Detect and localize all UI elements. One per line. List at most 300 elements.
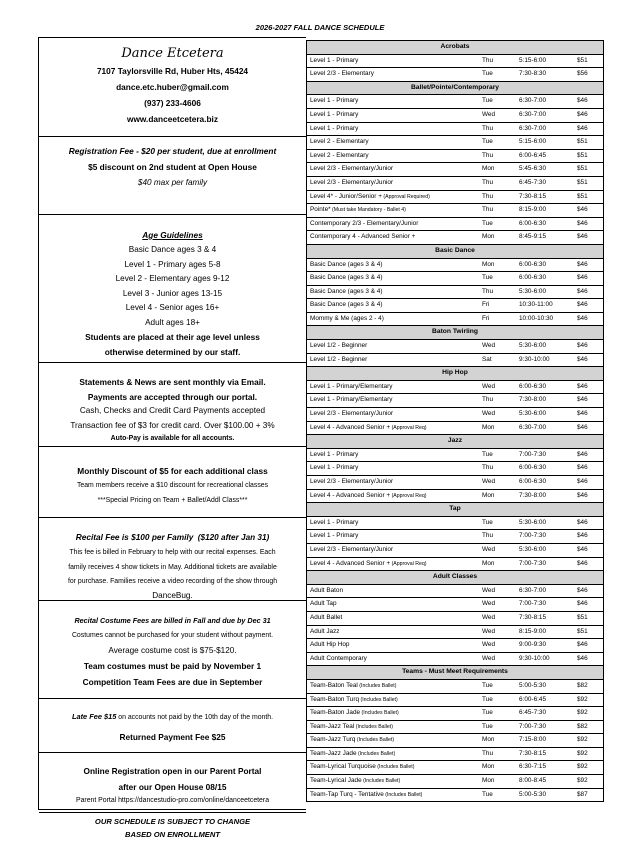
class-price: $92 [577,763,588,771]
schedule-row [307,150,603,164]
class-time: 10:00-10:30 [519,314,554,322]
schedule-row [307,639,603,653]
class-name: Level 1 - Primary [310,532,359,540]
section-header: Tap [307,503,603,517]
age-placement-note: Students are placed at their age level unless [85,332,260,342]
class-day: Tue [482,790,493,798]
class-name: Level 4* - Junior/Senior + (Approval Required) [310,192,430,200]
schedule-row [307,721,603,735]
schedule-row [307,789,603,803]
class-time: 7:30-8:15 [519,613,547,621]
class-name: Adult Ballet [310,613,343,621]
schedule-row [307,544,603,558]
class-time: 6:00-6:30 [519,260,547,268]
studio-info [39,38,306,137]
class-note: (Approval Req) [390,424,427,431]
class-price: $51 [577,151,588,159]
section-header: Basic Dance [307,245,603,259]
class-day: Tue [482,274,493,282]
class-time: 6:30-7:00 [519,423,547,431]
class-price: $82 [577,681,588,689]
class-name: Level 2/3 - Elementary/Junior [310,165,394,173]
class-time: 7:00-7:30 [519,559,547,567]
schedule-row [307,761,603,775]
discount-info [39,447,306,518]
class-note: (Includes Ballet) [355,737,395,744]
age-placement-note: otherwise determined by our staff. [104,346,241,357]
class-price: $51 [577,138,588,146]
class-name: Basic Dance (ages 3 & 4) [310,301,383,309]
class-day: Tue [482,138,493,146]
class-note: (Must take Mandatory - Ballet 4) [330,207,406,214]
recital-line: DanceBug. [152,590,193,600]
schedule-row [307,598,603,612]
class-price: $56 [577,70,588,78]
page-title: 2026-2027 FALL DANCE SCHEDULE [255,23,385,32]
class-price: $92 [577,695,588,703]
age-guidelines-heading: Age Guidelines [142,230,203,240]
class-time: 5:45-6:30 [519,165,547,173]
returned-payment-fee: Returned Payment Fee $25 [119,732,226,742]
class-name: Level 2 - Elementary [310,138,369,146]
schedule-row [307,55,603,69]
class-note: (Includes Ballet) [375,764,415,771]
class-time: 5:00-5:30 [519,681,547,689]
class-day: Wed [482,600,496,608]
class-day: Tue [482,695,493,703]
class-note: (Approval Required) [381,193,430,200]
schedule-row [307,313,603,327]
class-day: Thu [482,124,494,132]
schedule-row [307,340,603,354]
class-time: 5:30-6:00 [519,342,547,350]
class-name: Basic Dance (ages 3 & 4) [310,274,383,282]
class-day: Tue [482,450,493,458]
class-price: $51 [577,627,588,635]
special-pricing: ***Special Pricing on Team + Ballet/Addl Class*** [97,496,248,504]
class-day: Tue [482,709,493,717]
class-day: Mon [482,423,495,431]
class-note: (Approval Req) [390,560,427,567]
class-price: $46 [577,260,588,268]
class-price: $46 [577,464,588,472]
schedule-row [307,612,603,626]
schedule-row [307,177,603,191]
class-note: (Includes Ballet) [383,791,423,798]
section-header: Ballet/Pointe/Contemporary [307,82,603,96]
class-day: Wed [482,410,496,418]
class-price: $87 [577,790,588,798]
class-time: 7:30-8:30 [519,70,547,78]
recital-fee: Recital Fee is $100 per Family [75,532,194,542]
class-price: $46 [577,478,588,485]
class-time: 6:30-7:00 [519,97,547,105]
class-name: Level 4 - Advanced Senior + (Approval Req) [310,423,427,431]
class-name: Adult Hip Hop [310,641,350,649]
class-price: $46 [577,396,588,404]
class-day: Fri [482,314,490,322]
schedule-row [307,136,603,150]
schedule-row [307,476,603,490]
autopay-note: Auto-Pay is available for all accounts. [110,435,235,442]
class-time: 7:30-8:15 [519,192,547,200]
class-price: $46 [577,287,588,295]
class-name: Level 4 - Advanced Senior + (Approval Req) [310,491,427,499]
team-discount: Team members receive a $10 discount for recreational classes [76,482,269,489]
class-name: Level 1 - Primary [310,124,359,132]
schedule-row [307,530,603,544]
costume-info [39,601,306,699]
class-note: (Approval Req) [390,492,427,499]
class-price: $46 [577,654,588,662]
team-costume-deadline: Team costumes must be paid by November 1 [83,661,262,671]
class-time: 6:00-6:45 [519,695,547,703]
class-day: Wed [482,613,496,621]
class-name: Level 1 - Primary [310,518,359,526]
costume-line: Costumes cannot be purchased for your student without payment. [71,632,274,639]
studio-phone: (937) 233-4606 [144,98,201,108]
class-time: 8:15-9:00 [519,627,547,635]
class-name: Level 2/3 - Elementary/Junior [310,178,394,186]
class-time: 6:00-6:45 [519,151,547,159]
class-day: Thu [482,192,494,200]
class-name: Team-Baton Jade (Includes Ballet) [310,709,399,717]
class-price: $46 [577,274,588,282]
class-time: 7:30-8:00 [519,396,547,404]
section-header: Jazz [307,435,603,449]
registration-info [39,137,306,215]
schedule-row [307,775,603,789]
statements-line: Payments are accepted through our portal. [87,391,258,402]
class-day: Thu [482,749,494,757]
section-header: Hip Hop [307,367,603,381]
schedule-row [307,748,603,762]
schedule-row [307,259,603,273]
class-time: 6:00-6:30 [519,219,547,227]
class-time: 5:15-6:00 [519,56,547,64]
class-day: Mon [482,559,495,567]
schedule-row [307,218,603,232]
class-day: Mon [482,736,495,744]
class-name: Level 1 - Primary [310,56,359,64]
class-name: Team-Lyrical Jade (Includes Ballet) [310,777,401,785]
class-day: Tue [482,219,493,227]
schedule-row [307,272,603,286]
class-price: $46 [577,301,588,309]
class-price: $46 [577,342,588,350]
schedule-row [307,707,603,721]
parent-portal-link[interactable]: Parent Portal https://dancestudio-pro.com/online/danceetcetera [75,797,270,804]
class-price: $46 [577,423,588,431]
schedule-row [307,680,603,694]
class-day: Thu [482,56,494,64]
statements-line: Cash, Checks and Credit Card Payments accepted [79,406,266,415]
class-name: Level 1 - Primary [310,110,359,118]
class-time: 5:30-6:00 [519,287,547,295]
class-name: Level 1 - Primary [310,97,359,105]
class-name: Team-Jazz Teal (Includes Ballet) [310,722,393,730]
class-time: 7:00-7:30 [519,722,547,730]
recital-info [39,518,306,601]
class-name: Mommy & Me (ages 2 - 4) [310,314,384,322]
class-day: Tue [482,518,493,526]
class-day: Wed [482,627,496,635]
statements-info [39,363,306,447]
class-price: $51 [577,192,588,200]
class-price: $46 [577,206,588,214]
class-price: $46 [577,641,588,649]
monthly-discount: Monthly Discount of $5 for each additional class [77,466,268,476]
schedule-row [307,286,603,300]
online-registration: Online Registration open in our Parent Portal [83,766,262,776]
class-price: $46 [577,450,588,458]
class-name: Level 4 - Advanced Senior + (Approval Req) [310,559,427,567]
class-time: 7:30-8:00 [519,491,547,499]
class-day: Mon [482,777,495,785]
class-time: 6:00-6:30 [519,464,547,472]
class-name: Level 1 - Primary/Elementary [310,382,393,390]
class-day: Mon [482,233,495,241]
schedule-row [307,109,603,123]
class-price: $46 [577,110,588,118]
class-name: Adult Jazz [310,627,340,635]
registration-discount: $5 discount on 2nd student at Open House [88,162,257,172]
class-day: Tue [482,70,493,78]
class-day: Thu [482,464,494,472]
class-name: Team-Baton Turq (Includes Ballet) [310,695,398,703]
class-time: 7:15-8:00 [519,736,547,744]
section-header: Adult Classes [307,571,603,585]
class-day: Wed [482,382,496,390]
class-price: $92 [577,749,588,757]
class-name: Basic Dance (ages 3 & 4) [310,287,383,295]
class-price: $46 [577,97,588,105]
age-guideline: Level 2 - Elementary ages 9-12 [115,274,230,283]
competition-fees: Competition Team Fees are due in September [82,677,263,687]
schedule-row [307,123,603,137]
class-name: Team-Baton Teal (Includes Ballet) [310,681,397,689]
class-time: 7:00-7:30 [519,532,547,540]
class-name: Team-Tap Turq - Tentative (Includes Ballet) [310,790,423,798]
class-note: (Includes Ballet) [354,723,393,730]
class-time: 5:30-6:00 [519,545,547,553]
schedule-row [307,585,603,599]
class-price: $46 [577,518,588,526]
class-time: 8:15-9:00 [519,206,547,214]
class-day: Tue [482,722,493,730]
class-price: $46 [577,219,588,227]
class-name: Level 2 - Elementary [310,151,369,159]
class-price: $51 [577,56,588,64]
costume-cost: Average costume cost is $75-$120. [108,645,237,655]
class-name: Contemporary 4 - Advanced Senior + [310,233,416,241]
recital-line: family receives 4 show tickets in May. Additional tickets are available [68,563,277,571]
class-day: Wed [482,478,496,485]
schedule-row [307,354,603,368]
class-day: Thu [482,287,494,295]
studio-website[interactable]: www.danceetcetera.biz [127,114,218,124]
class-day: Mon [482,763,495,771]
class-note: (Includes Ballet) [356,750,396,757]
age-guideline: Level 1 - Primary ages 5-8 [124,259,221,269]
schedule-notice: BASED ON ENROLLMENT [125,830,220,840]
class-name: Level 2/3 - Elementary/Junior [310,478,394,485]
class-price: $46 [577,410,588,418]
class-name: Pointe* (Must take Mandatory - Ballet 4) [310,206,406,214]
class-time: 6:30-7:00 [519,124,547,132]
class-name: Basic Dance (ages 3 & 4) [310,260,383,268]
class-price: $46 [577,314,588,322]
class-day: Wed [482,654,496,662]
class-time: 7:30-8:15 [519,749,547,757]
online-registration-info [39,753,306,813]
class-price: $46 [577,124,588,132]
class-time: 7:00-7:30 [519,600,547,608]
class-day: Thu [482,396,494,404]
schedule-row [307,191,603,205]
schedule-row [307,408,603,422]
schedule-row [307,163,603,177]
class-time: 6:30-7:00 [519,110,547,118]
class-name: Level 1/2 - Beginner [310,342,368,350]
class-time: 7:00-7:30 [519,450,547,458]
class-price: $46 [577,491,588,499]
age-guideline: Basic Dance ages 3 & 4 [128,245,217,254]
class-time: 6:45-7:30 [519,178,547,186]
schedule-row [307,462,603,476]
class-price: $51 [577,613,588,621]
class-day: Tue [482,681,493,689]
schedule-row [307,626,603,640]
class-time: 5:15-6:00 [519,138,547,146]
schedule-row [307,422,603,436]
schedule-row [307,653,603,667]
class-day: Thu [482,178,494,186]
age-guideline: Level 3 - Junior ages 13-15 [122,288,223,298]
class-name: Level 2/3 - Elementary/Junior [310,410,394,418]
schedule-row [307,95,603,109]
recital-fee-late: ($120 after Jan 31) [197,533,270,542]
class-day: Thu [482,151,494,159]
class-time: 6:30-7:00 [519,586,547,594]
info-column [38,37,306,840]
recital-line: This fee is billed in February to help with our recital expenses. Each [69,549,276,556]
class-day: Wed [482,342,496,350]
registration-max: $40 max per family [137,178,208,187]
class-time: 5:30-6:00 [519,518,547,526]
class-name: Contemporary 2/3 - Elementary/Junior [310,219,419,227]
class-name: Team-Jazz Jade (Includes Ballet) [310,749,396,757]
schedule-change-notice [39,813,306,843]
class-name: Level 1 - Primary [310,464,359,472]
studio-address: 7107 Taylorsville Rd, Huber Hts, 45424 [96,66,249,76]
schedule-row [307,490,603,504]
class-time: 6:00-6:30 [519,274,547,282]
schedule-row [307,694,603,708]
schedule-notice: OUR SCHEDULE IS SUBJECT TO CHANGE [94,817,251,826]
class-time: 6:30-7:15 [519,763,547,771]
age-guideline: Level 4 - Senior ages 16+ [125,303,220,312]
class-price: $46 [577,532,588,540]
class-time: 6:00-6:30 [519,478,547,485]
class-note: (Includes Ballet) [359,696,398,703]
class-name: Level 1/2 - Beginner [310,355,368,363]
schedule-row [307,231,603,245]
schedule-row [307,734,603,748]
class-schedule-table [306,40,604,802]
class-note: (Includes Ballet) [360,710,399,717]
schedule-row [307,517,603,531]
class-time: 6:45-7:30 [519,709,547,717]
class-price: $46 [577,559,588,567]
statements-line: Transaction fee of $3 for credit card. Over $100.00 + 3% [70,420,275,430]
class-name: Team-Lyrical Turquoise (Includes Ballet) [310,763,415,771]
class-name: Level 2/3 - Elementary/Junior [310,545,394,553]
class-time: 9:00-9:30 [519,641,547,649]
registration-fee: Registration Fee - $20 per student, due at enrollment [68,146,277,156]
class-name: Level 1 - Primary [310,450,359,458]
class-day: Wed [482,110,496,118]
class-price: $46 [577,600,588,608]
class-time: 9:30-10:00 [519,654,550,662]
class-name: Level 2/3 - Elementary [310,70,374,78]
schedule-row [307,449,603,463]
schedule-row [307,381,603,395]
class-day: Wed [482,641,496,649]
class-price: $92 [577,777,588,785]
section-header: Baton Twirling [307,326,603,340]
class-price: $46 [577,545,588,553]
class-day: Thu [482,206,494,214]
statements-line: Statements & News are sent monthly via Email. [79,377,266,387]
late-fee-info [39,699,306,753]
class-price: $46 [577,355,588,363]
class-day: Fri [482,301,490,309]
recital-line: for purchase. Families receive a video recording of the show through [67,578,278,585]
class-time: 10:30-11:00 [519,301,553,309]
late-fee-terms: on accounts not paid by the 10th day of the month. [116,714,274,721]
class-day: Wed [482,586,496,594]
class-time: 5:30-6:00 [519,410,547,418]
age-guideline: Adult ages 18+ [145,317,200,327]
class-note: (Includes Ballet) [361,778,401,785]
schedule-row [307,204,603,218]
studio-email[interactable]: dance.etc.huber@gmail.com [116,82,229,92]
section-header: Acrobats [307,41,603,55]
class-price: $46 [577,233,588,241]
schedule-row [307,68,603,82]
class-price: $51 [577,178,588,186]
class-time: 5:00-5:30 [519,790,547,798]
class-price: $92 [577,709,588,717]
class-time: 8:00-8:45 [519,777,547,785]
class-day: Thu [482,532,494,540]
schedule-row [307,394,603,408]
late-fee: Late Fee $15 [71,712,117,721]
class-day: Wed [482,545,496,553]
schedule-row [307,299,603,313]
class-day: Tue [482,97,493,105]
class-day: Mon [482,260,495,268]
class-name: Adult Tap [310,600,337,608]
class-price: $46 [577,382,588,390]
class-day: Mon [482,491,495,499]
class-price: $82 [577,722,588,730]
studio-name: Dance Etcetera [121,46,224,61]
class-time: 6:00-6:30 [519,382,547,390]
online-registration-date: after our Open House 08/15 [118,782,227,792]
age-guidelines [39,215,306,363]
